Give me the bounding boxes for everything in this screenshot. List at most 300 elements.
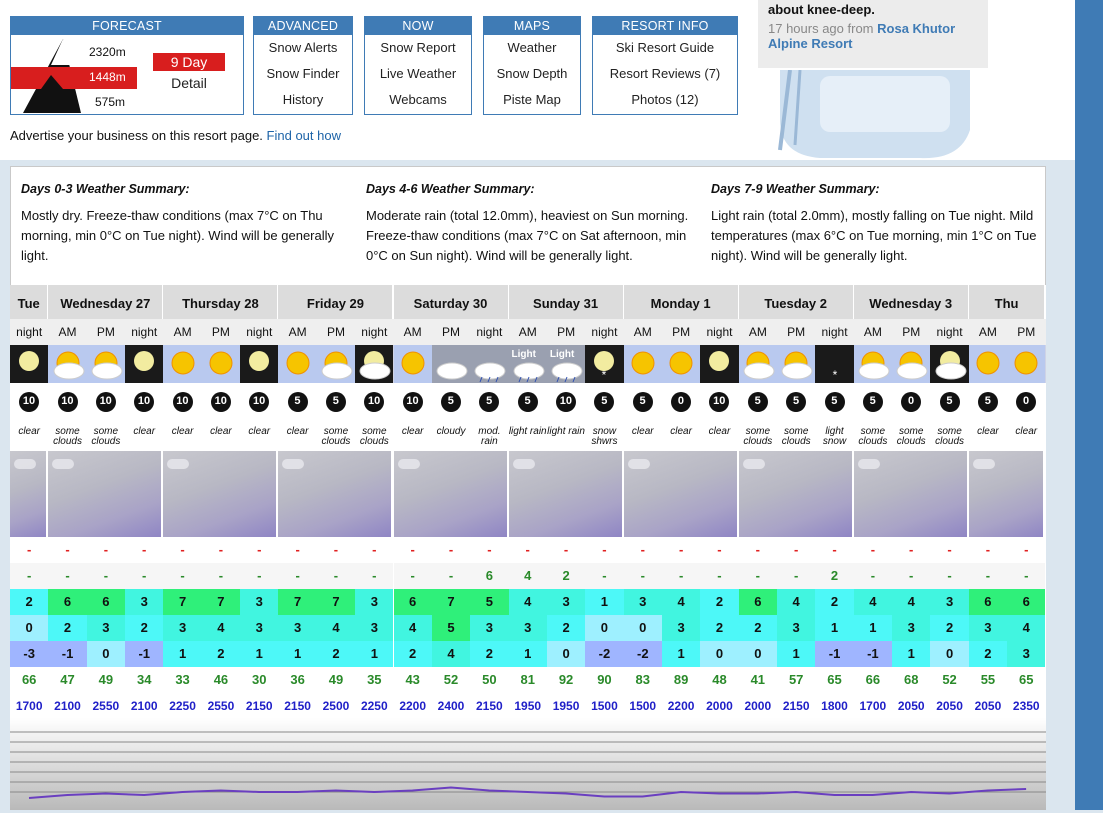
tchill-cell: -1	[48, 641, 86, 667]
tmax-cell: 4	[509, 589, 547, 615]
tmax-cell: 3	[547, 589, 585, 615]
moon-icon	[700, 345, 738, 383]
period-label: AM	[739, 319, 777, 345]
day-header[interactable]: Thu	[969, 285, 1046, 319]
elevation-mid[interactable]: 1448m	[89, 70, 126, 84]
tchill-cell: 1	[278, 641, 316, 667]
tchill-cell: 1	[240, 641, 278, 667]
wind-value: 5	[754, 395, 761, 407]
advertise-line	[10, 128, 341, 143]
precip-map-thumbnail[interactable]	[624, 451, 737, 541]
tmin-cell: 4	[1007, 615, 1045, 641]
rainmm-cell: 2	[815, 563, 853, 589]
wind-speed	[854, 383, 892, 421]
tmin-cell: 2	[930, 615, 968, 641]
tmax-cell: 3	[624, 589, 662, 615]
wind-speed	[509, 383, 547, 421]
tmin-cell: 3	[470, 615, 508, 641]
rain-cell: -	[142, 542, 147, 557]
freezing-cell: 2250	[360, 699, 388, 713]
sun-cloud-icon	[87, 345, 125, 383]
weather-text: clear	[210, 426, 232, 437]
cloud-icon	[432, 345, 470, 383]
rain-cell: -	[65, 542, 70, 557]
rain-cell: -	[909, 542, 914, 557]
wind-speed	[547, 383, 585, 421]
rainmm-cell: -	[355, 563, 393, 589]
humidity-cell: 34	[136, 672, 152, 687]
weather-text: some clouds	[91, 426, 121, 447]
period-label: night	[125, 319, 163, 345]
freezing-cell: 2000	[706, 699, 733, 713]
precip-map-thumbnail[interactable]	[48, 451, 161, 541]
tchill-cell: -1	[815, 641, 853, 667]
snow-row	[10, 537, 1046, 563]
sun-cloud-icon	[317, 345, 355, 383]
period-label: AM	[969, 319, 1007, 345]
wind-value: 10	[252, 395, 266, 407]
day-header[interactable]: Tuesday 2	[739, 285, 854, 319]
precip-map-row	[10, 451, 1046, 541]
tmax-cell: 2	[700, 589, 738, 615]
wind-speed	[930, 383, 968, 421]
tmax-cell: 1	[585, 589, 623, 615]
notice-meta	[768, 21, 978, 51]
freezing-cell: 2050	[897, 699, 925, 713]
humidity-cell: 49	[328, 672, 344, 687]
wind-value: 5	[447, 395, 454, 407]
period-label: night	[10, 319, 48, 345]
advanced-header: ADVANCED	[254, 17, 352, 35]
weather-text: light rain	[508, 426, 547, 437]
period-label: PM	[547, 319, 585, 345]
humidity-cell: 66	[865, 672, 881, 687]
wind-speed	[777, 383, 815, 421]
day-header[interactable]: Thursday 28	[163, 285, 278, 319]
weather-text: mod. rain	[478, 426, 501, 447]
freezing-cell: 2100	[130, 699, 158, 713]
weather-text: some clouds	[858, 426, 888, 447]
tchill-cell: -2	[624, 641, 662, 667]
summary-days-0-3	[21, 179, 351, 266]
freezing-cell: 2100	[54, 699, 81, 713]
tmax-cell: 4	[892, 589, 930, 615]
freezing-cell: 2200	[667, 699, 695, 713]
menu-webcams[interactable]: Webcams	[389, 92, 447, 107]
freezing-cell: 2150	[284, 699, 311, 713]
moon-icon	[10, 345, 48, 383]
day-header[interactable]: Friday 29	[278, 285, 393, 319]
light-rain-icon	[509, 345, 547, 383]
now-header: NOW	[365, 17, 471, 35]
period-row	[10, 319, 1046, 345]
summary-heading: Days 0-3 Weather Summary:	[21, 182, 190, 196]
weather-text: some clouds	[743, 426, 773, 447]
menu-snow-finder[interactable]: Snow Finder	[266, 66, 340, 81]
sun-icon	[163, 345, 201, 383]
tchill-cell: 4	[432, 641, 470, 667]
wind-speed	[624, 383, 662, 421]
tchill-cell: -3	[10, 641, 48, 667]
rain-cell: -	[602, 542, 607, 557]
tmax-cell: 4	[777, 589, 815, 615]
day-header[interactable]: Wednesday 27	[48, 285, 163, 319]
wind-speed	[163, 383, 201, 421]
precip-map-thumbnail[interactable]	[10, 451, 46, 541]
wind-speed	[470, 383, 508, 421]
wind-value: 5	[792, 395, 800, 407]
rain-cell: -	[794, 542, 799, 557]
tmin-cell: 3	[278, 615, 316, 641]
tmin-cell: 2	[125, 615, 163, 641]
sun-icon	[394, 345, 432, 383]
tchill-cell: 1	[662, 641, 700, 667]
tmax-cell: 3	[240, 589, 278, 615]
tmax-cell: 7	[278, 589, 316, 615]
tmin-cell: 3	[777, 615, 815, 641]
rain-cell: -	[717, 542, 722, 557]
freezing-cell: 2050	[936, 699, 963, 713]
menu-history[interactable]: History	[282, 92, 324, 107]
tchill-cell: -2	[585, 641, 623, 667]
tmin-cell: 4	[394, 615, 432, 641]
tchill-cell: 0	[930, 641, 968, 667]
humidity-cell: 81	[520, 672, 535, 687]
wind-speed	[892, 383, 930, 421]
menu-photos[interactable]: Photos (12)	[631, 92, 699, 107]
tchill-cell: 0	[739, 641, 777, 667]
period-label: PM	[432, 319, 470, 345]
humidity-cell: 83	[635, 672, 650, 687]
tchill-cell: 1	[777, 641, 815, 667]
day-header[interactable]: Sunday 31	[509, 285, 624, 319]
tmax-cell: 4	[662, 589, 700, 615]
humidity-cell: 90	[597, 672, 612, 687]
freezing-cell: 1700	[15, 699, 43, 713]
period-label: PM	[1007, 319, 1045, 345]
tmax-cell: 6	[739, 589, 777, 615]
moon-cloud-icon	[355, 345, 393, 383]
period-label: PM	[777, 319, 815, 345]
tmin-cell: 0	[10, 615, 48, 641]
menu-snow-alerts[interactable]: Snow Alerts	[268, 40, 338, 55]
rainmm-cell: -	[1007, 563, 1045, 589]
tmax-cell: 3	[930, 589, 968, 615]
wind-value: 10	[61, 395, 74, 407]
rain-cell: -	[448, 542, 454, 557]
rainmm-cell: -	[87, 563, 125, 589]
weather-text: clear	[977, 426, 999, 437]
wind-chill-row	[10, 641, 1046, 667]
tmin-cell: 4	[202, 615, 240, 641]
period-label: AM	[278, 319, 316, 345]
tmax-cell: 6	[48, 589, 86, 615]
tmax-cell: 4	[854, 589, 892, 615]
rainmm-cell: -	[777, 563, 815, 589]
maps-menu	[483, 16, 581, 115]
period-label: night	[355, 319, 393, 345]
moon-cloud-icon	[930, 345, 968, 383]
tmin-cell: 1	[815, 615, 853, 641]
period-label: PM	[317, 319, 355, 345]
tchill-cell: 1	[892, 641, 930, 667]
tchill-cell: 2	[317, 641, 355, 667]
wind-value: 5	[332, 395, 339, 407]
wind-speed	[48, 383, 86, 421]
freezing-level-row	[10, 693, 1046, 719]
weather-text: clear	[286, 426, 309, 437]
weather-text: cloudy	[436, 426, 466, 437]
rainmm-cell: 2	[547, 563, 585, 589]
wind-value: 10	[176, 395, 189, 407]
activity-notice	[758, 0, 988, 68]
weather-text: clear	[401, 426, 424, 437]
wind-speed	[125, 383, 163, 421]
weather-text: clear	[670, 426, 692, 437]
wind-speed	[815, 383, 853, 421]
freezing-cell: 1500	[591, 699, 618, 713]
summary-heading: Days 7-9 Weather Summary:	[711, 182, 880, 196]
precip-map-thumbnail[interactable]	[739, 451, 852, 541]
summary-days-7-9	[711, 179, 1041, 266]
freezing-cell: 2000	[744, 699, 772, 713]
humidity-cell: 43	[405, 672, 420, 687]
rainmm-cell: -	[202, 563, 240, 589]
rainmm-cell: -	[969, 563, 1007, 589]
period-label: night	[930, 319, 968, 345]
humidity-cell: 57	[788, 672, 804, 687]
humidity-cell: 52	[443, 672, 459, 687]
find-out-how-link[interactable]: Find out how	[266, 128, 341, 143]
tmin-cell: 3	[355, 615, 393, 641]
tmax-cell: 7	[202, 589, 240, 615]
tmin-cell: 0	[585, 615, 623, 641]
freezing-cell: 2350	[1012, 699, 1040, 713]
menu-snow-report[interactable]: Snow Report	[380, 40, 456, 55]
wind-value: 5	[869, 395, 876, 407]
precip-map-thumbnail[interactable]	[163, 451, 276, 541]
humidity-cell: 52	[942, 672, 957, 687]
rainmm-cell: -	[125, 563, 163, 589]
weather-text: some clouds	[53, 426, 82, 447]
advanced-menu	[253, 16, 353, 115]
day-header-row	[10, 285, 1046, 319]
weather-icon-row	[10, 345, 1046, 383]
svg-text:*: *	[832, 368, 837, 382]
notice-time: 17 hours ago from	[768, 21, 874, 36]
menu-piste-map[interactable]: Piste Map	[503, 92, 561, 107]
period-label: AM	[48, 319, 86, 345]
wind-speed	[202, 383, 240, 421]
svg-text:*: *	[602, 368, 607, 382]
day-header[interactable]: Monday 1	[624, 285, 739, 319]
advertise-text: Advertise your business on this resort page.	[10, 128, 263, 143]
rain-cell: -	[410, 542, 415, 557]
sun-cloud-icon	[48, 345, 86, 383]
rainmm-cell: -	[10, 563, 48, 589]
rain-cell: -	[755, 542, 760, 557]
period-label: PM	[87, 319, 125, 345]
freezing-cell: 1800	[821, 699, 848, 713]
tchill-cell: 1	[355, 641, 393, 667]
tmax-cell: 2	[815, 589, 853, 615]
freezing-cell: 2500	[322, 699, 350, 713]
freezing-cell: 1950	[514, 699, 542, 713]
period-label: AM	[624, 319, 662, 345]
rain-cell: -	[487, 542, 492, 557]
rain-cell: -	[678, 542, 684, 557]
freezing-cell: 2250	[169, 699, 196, 713]
wind-value: 5	[601, 395, 608, 407]
chart-series-line	[29, 788, 1026, 799]
period-label: night	[470, 319, 508, 345]
rainmm-cell: -	[930, 563, 968, 589]
sun-icon	[202, 345, 240, 383]
summary-text: Mostly dry. Freeze-thaw conditions (max 7°C on Thu morning, min 0°C on Tue night). Wind will be generally light.	[21, 208, 335, 263]
wind-value: 10	[99, 395, 112, 407]
humidity-cell: 30	[252, 672, 267, 687]
wind-speed	[317, 383, 355, 421]
day-header[interactable]: Wednesday 3	[854, 285, 969, 319]
sun-icon	[969, 345, 1007, 383]
summary-text: Light rain (total 2.0mm), mostly falling on Tue night. Mild temperatures (max 6°C on Tue morning, min 1°C on Tue night). Wind will be generally light.	[711, 208, 1037, 263]
tmax-cell: 6	[969, 589, 1007, 615]
tmin-cell: 1	[854, 615, 892, 641]
wind-value: 0	[1023, 395, 1030, 407]
notice-title: about knee-deep.	[768, 2, 875, 17]
detail-link[interactable]: Detail	[171, 75, 207, 91]
tchill-cell: 0	[87, 641, 125, 667]
menu-live-weather[interactable]: Live Weather	[379, 66, 457, 81]
tmin-cell: 3	[509, 615, 547, 641]
summary-heading: Days 4-6 Weather Summary:	[366, 182, 535, 196]
tmax-cell: 5	[470, 589, 508, 615]
tchill-cell: -1	[854, 641, 892, 667]
menu-ski-resort-guide[interactable]: Ski Resort Guide	[615, 40, 715, 55]
weather-text: clear	[248, 426, 271, 437]
tmax-cell: 7	[163, 589, 201, 615]
rainmm-cell: 6	[470, 563, 508, 589]
precip-map-thumbnail[interactable]	[969, 451, 1044, 541]
tmin-cell: 2	[700, 615, 738, 641]
humidity-cell: 66	[21, 672, 37, 687]
freezing-cell: 2150	[245, 699, 273, 713]
tmin-cell: 3	[87, 615, 125, 641]
period-label: night	[700, 319, 738, 345]
tmin-cell: 3	[969, 615, 1007, 641]
freezing-cell: 2550	[207, 699, 235, 713]
rainmm-cell: -	[662, 563, 700, 589]
period-label: AM	[394, 319, 432, 345]
tmax-cell: 6	[87, 589, 125, 615]
tchill-cell: 1	[509, 641, 547, 667]
period-label: AM	[509, 319, 547, 345]
menu-snow-depth[interactable]: Snow Depth	[496, 66, 568, 81]
elevation-top[interactable]: 2320m	[89, 45, 126, 59]
sun-cloud-icon	[739, 345, 777, 383]
menu-resort-reviews[interactable]: Resort Reviews (7)	[609, 66, 721, 81]
wind-speed	[662, 383, 700, 421]
tmin-cell: 2	[547, 615, 585, 641]
wind-value: 10	[214, 395, 227, 407]
weather-text: clear	[1015, 426, 1038, 437]
wind-speed	[394, 383, 432, 421]
freezing-cell: 2200	[399, 699, 427, 713]
wind-value: 5	[486, 395, 493, 407]
notice-resort-link[interactable]: Rosa Khutor Alpine Resort	[768, 21, 956, 51]
weather-summary-row	[10, 421, 1046, 451]
rainmm-cell: 4	[509, 563, 547, 589]
humidity-cell: 49	[98, 672, 114, 687]
summary-text: Moderate rain (total 12.0mm), heaviest on Sun morning. Freeze-thaw conditions (max 7°C on Sat afternoon, min 0°C on Sun night). Wind will be generally light.	[366, 208, 689, 263]
wind-value: 10	[137, 395, 151, 407]
weather-text: clear	[631, 426, 654, 437]
tmin-cell: 3	[163, 615, 201, 641]
weather-text: some clouds	[321, 426, 351, 447]
tmin-cell: 2	[48, 615, 86, 641]
humidity-cell: 55	[980, 672, 996, 687]
wind-speed	[355, 383, 393, 421]
precip-map-thumbnail[interactable]	[854, 451, 967, 541]
rain-cell: -	[295, 542, 300, 557]
humidity-cell: 46	[213, 672, 229, 687]
chart-lines	[10, 718, 1046, 810]
wind-value: 10	[22, 395, 36, 407]
precip-map-thumbnail[interactable]	[394, 451, 507, 541]
snow-icon	[815, 345, 853, 383]
forecast-box	[10, 16, 244, 115]
tmax-cell: 6	[1007, 589, 1045, 615]
rain-cell: -	[333, 542, 339, 557]
precip-map-thumbnail[interactable]	[509, 451, 622, 541]
period-label: night	[585, 319, 623, 345]
moon-icon	[125, 345, 163, 383]
tmin-cell: 3	[240, 615, 278, 641]
rainmm-cell: -	[278, 563, 316, 589]
rain-cell: -	[985, 542, 991, 557]
rain-cell: -	[27, 542, 32, 557]
rain-cell: -	[947, 542, 952, 557]
rain-cell: -	[103, 542, 109, 557]
weather-text: some clouds	[935, 426, 965, 447]
wind-value: 5	[984, 395, 991, 407]
elevation-bottom[interactable]: 575m	[95, 95, 126, 109]
menu-weather-map[interactable]: Weather	[507, 40, 557, 55]
wind-speed	[432, 383, 470, 421]
freezing-cell: 2400	[437, 699, 465, 713]
humidity-cell: 89	[673, 672, 689, 687]
wind-speed	[585, 383, 623, 421]
humidity-cell: 68	[903, 672, 919, 687]
day-header[interactable]: Saturday 30	[394, 285, 509, 319]
humidity-cell: 50	[482, 672, 497, 687]
wind-speed	[87, 383, 125, 421]
moon-snow-icon	[585, 345, 623, 383]
day-header[interactable]: Tue	[10, 285, 48, 319]
precip-map-thumbnail[interactable]	[278, 451, 391, 541]
freezing-cell: 1950	[552, 699, 580, 713]
min-temp-row	[10, 615, 1046, 641]
wind-value: 10	[713, 395, 726, 407]
nine-day-button[interactable]: 9 Day	[153, 53, 225, 71]
icon-label: Light	[511, 349, 536, 360]
weather-text: some clouds	[781, 426, 811, 447]
wind-speed	[1007, 383, 1045, 421]
sun-icon	[662, 345, 700, 383]
tmin-cell: 4	[317, 615, 355, 641]
rainmm-cell: -	[892, 563, 930, 589]
humidity-cell: 47	[60, 672, 75, 687]
